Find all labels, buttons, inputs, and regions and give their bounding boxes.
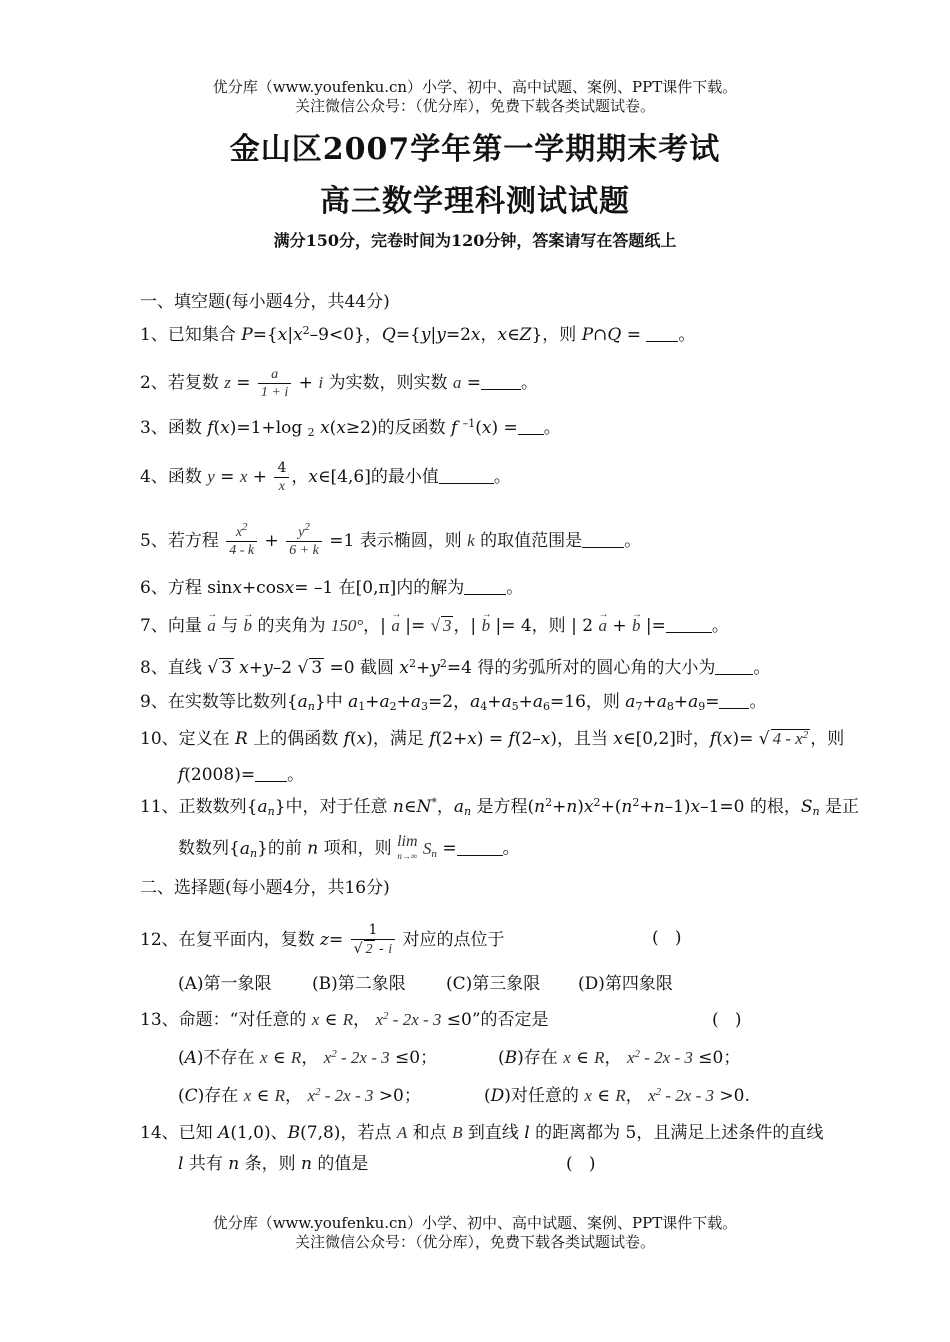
question-12-bracket: ( ) [652, 928, 682, 948]
question-14: 14、已知 A(1,0)、B(7,8)，若点 A 和点 B 到直线 l 的距离都为 5，且满足上述条件的直线 [140, 1123, 824, 1143]
exam-title: 金山区2007学年第一学期期末考试 [229, 132, 721, 167]
section-fill-heading: 一、填空题(每小题4分，共44分) [140, 292, 390, 312]
section-choice-heading: 二、选择题(每小题4分，共16分) [140, 878, 390, 898]
q13-option-a: (A)不存在 x ∈ R， $x^2 - 2x - 3 \le 0$； [178, 1048, 438, 1068]
question-1: 1、已知集合 $P=\{x|x^2-9<0\}$，Q={y|y=2x，x∈Z}，则 P∩Q = 。 [140, 324, 696, 345]
header-line-1: 优分库（www.youfenku.cn）小学、初中、高中试题、案例、PPT课件下载。 [212, 78, 738, 96]
question-10-cont: f(2008)= 。 [178, 765, 305, 785]
exam-subtitle: 高三数学理科测试试题 [320, 184, 630, 219]
question-4: 4、函数 y = x + $\frac{4}{x}$ ，x∈[4,6]的最小值 。 [140, 460, 511, 494]
footer-line-1: 优分库（www.youfenku.cn）小学、初中、高中试题、案例、PPT课件下载。 [212, 1214, 738, 1232]
question-8: 8、直线 √ 3 x+y–2 √ 3 =0 截圆 $x^2+y^2=4$ 得的劣弧所对的圆心角的大小为 。 [140, 657, 771, 678]
q13-option-b: (B)存在 x ∈ R， $x^2 - 2x - 3 \le 0$； [498, 1048, 741, 1068]
question-14-cont: l 共有 n 条，则 n 的值是 [178, 1154, 369, 1174]
q12-option-c: (C)第三象限 [446, 974, 541, 994]
question-13: 13、命题：“对任意的 x ∈ R， $x^2 - 2x - 3 \le 0$”的否定是 [140, 1010, 549, 1030]
footer-line-2: 关注微信公众号：（优分库），免费下载各类试题试卷。 [294, 1233, 655, 1251]
question-9: 9、在实数等比数列$\{a_n\}$中 $a_1+a_2+a_3=2$，$a_4+a_5+a_6=16$，则 $a_7+a_8+a_9=$ 。 [140, 692, 767, 713]
question-14-bracket: ( ) [566, 1154, 596, 1174]
question-12: 12、在复平面内，复数 z= $\frac{1}{√ 2 - i}$ 对应的点位于 [140, 922, 505, 957]
q12-option-d: (D)第四象限 [578, 974, 673, 994]
q12-option-a: (A)第一象限 [178, 974, 272, 994]
q13-option-d: (D)对任意的 x ∈ R， $x^2 - 2x - 3 >0$. [484, 1086, 750, 1106]
q13-option-c: (C)存在 x ∈ R， $x^2 - 2x - 3 >0$； [178, 1086, 421, 1106]
header-line-2: 关注微信公众号：（优分库），免费下载各类试题试卷。 [294, 97, 655, 115]
question-10: 10、定义在 R 上的偶函数 f(x)，满足 f(2+x) = f(2–x)，且当 x∈[0,2]时，f(x)= √ $4 - x^2$ ，则 [140, 729, 845, 749]
question-11-cont: 数数列$\{a_n\}$的前 n 项和，则 lim n→∞ $S_n$ = 。 [178, 833, 520, 861]
exam-note: 满分150分，完卷时间为120分钟，答案请写在答题纸上 [273, 231, 677, 250]
question-13-bracket: ( ) [712, 1010, 742, 1030]
question-11: 11、正数数列$\{a_n\}$中，对于任意 n∈N*，$a_n$ 是方程$(n^2+n)x^2+(n^2+n-1)x-1=0$ 的根，$S_n$ 是正 [140, 796, 860, 818]
question-3: 3、函数 f(x)=1+log $_2$ x(x≥2)的反函数 f $^{-1}$(x) = 。 [140, 417, 561, 439]
question-5: 5、若方程 $\frac{x^2}{4 - k}$ + $\frac{y^2}{6 + k}$ =1 表示椭圆，则 k 的取值范围是 。 [140, 521, 642, 558]
question-2: 2、若复数 z = $\frac{a}{1 + i}$ + i 为实数，则实数 a = 。 [140, 367, 539, 400]
q12-option-b: (B)第二象限 [312, 974, 406, 994]
question-7: 7、向量 → a 与 → b 的夹角为 150°，| → a |= √ 3 ，| → b |= 4，则 | 2 → a + → b |= 。 [140, 614, 729, 638]
question-6: 6、方程 sinx+cosx= –1 在[0,π]内的解为 。 [140, 578, 524, 598]
